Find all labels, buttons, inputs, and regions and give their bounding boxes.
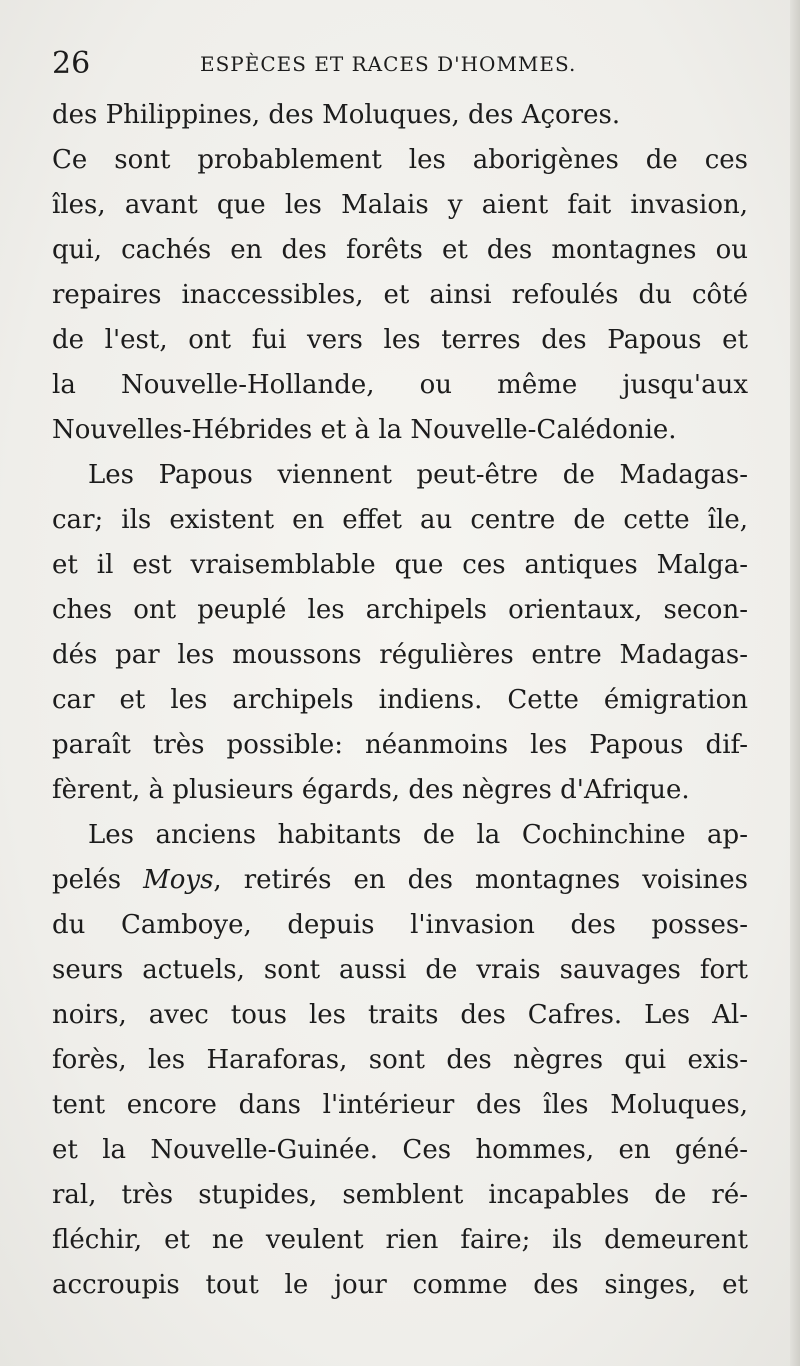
page-edge-shadow (790, 0, 800, 1366)
text-line: car et les archipels indiens. Cette émigration (52, 685, 748, 715)
text-run: pelés (52, 865, 122, 895)
italic-term-moys: Moys (143, 865, 214, 895)
text-line: et la Nouvelle-Guinée. Ces hommes, en géné- (52, 1135, 748, 1165)
text-line: seurs actuels, sont aussi de vrais sauvages fort (52, 955, 748, 985)
page-header (52, 44, 748, 84)
text-line: des Philippines, des Moluques, des Açores. (52, 100, 621, 130)
paragraph-start-line: Les Papous viennent peut-être de Madagas- (88, 460, 748, 490)
body-text (52, 93, 748, 1308)
text-line: ral, très stupides, semblent incapables de ré- (52, 1180, 748, 1210)
text-line: la Nouvelle-Hollande, ou même jusqu'aux (52, 370, 748, 400)
text-line: et il est vraisemblable que ces antiques Malga- (52, 550, 748, 580)
text-line: ches ont peuplé les archipels orientaux, secon- (52, 595, 748, 625)
text-line: de l'est, ont fui vers les terres des Papous et (52, 325, 748, 355)
text-line: dés par les moussons régulières entre Madagas- (52, 640, 748, 670)
text-line: Ce sont probablement les aborigènes de ces (52, 145, 748, 175)
text-line: forès, les Haraforas, sont des nègres qui exis- (52, 1045, 748, 1075)
text-line: fèrent, à plusieurs égards, des nègres d'Afrique. (52, 775, 690, 805)
text-line: accroupis tout le jour comme des singes, et (52, 1270, 748, 1300)
text-line: du Camboye, depuis l'invasion des posses- (52, 910, 748, 940)
running-head: ESPÈCES ET RACES D'HOMMES. (200, 52, 577, 76)
text-line: Nouvelles-Hébrides et à la Nouvelle-Calédonie. (52, 415, 677, 445)
text-run: , retirés en des montagnes voisines (213, 865, 748, 895)
text-line: repaires inaccessibles, et ainsi refoulés du côté (52, 280, 748, 310)
page-number: 26 (52, 46, 91, 81)
text-line: noirs, avec tous les traits des Cafres. Les Al- (52, 1000, 748, 1030)
paragraph-start-line: Les anciens habitants de la Cochinchine ap- (88, 820, 748, 850)
text-line: paraît très possible: néanmoins les Papous dif- (52, 730, 748, 760)
text-line: qui, cachés en des forêts et des montagnes ou (52, 235, 748, 265)
text-line: car; ils existent en effet au centre de cette île, (52, 505, 748, 535)
text-line: tent encore dans l'intérieur des îles Moluques, (52, 1090, 748, 1120)
text-line-with-italic (52, 858, 748, 903)
text-line: îles, avant que les Malais y aient fait invasion, (52, 190, 748, 220)
text-line: fléchir, et ne veulent rien faire; ils demeurent (52, 1225, 748, 1255)
